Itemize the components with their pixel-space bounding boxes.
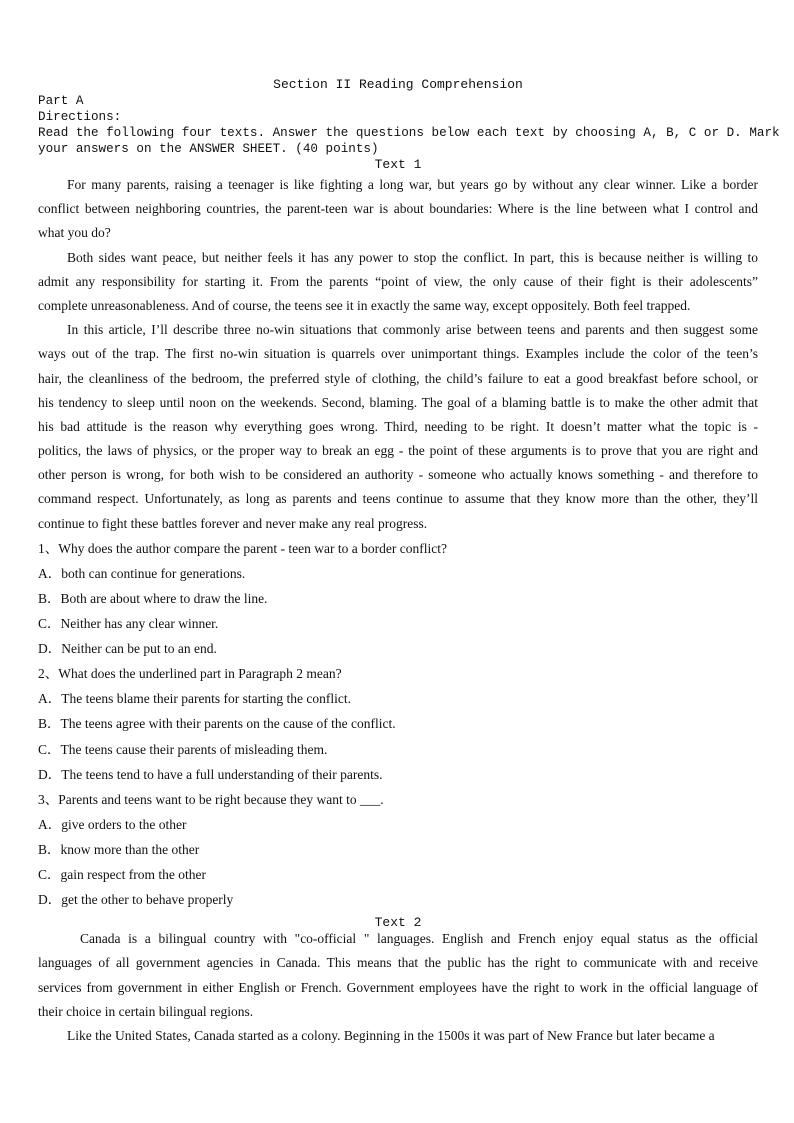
paragraph-line: services from government in either English or French. Government employees have the right to work in the official language of	[38, 979, 758, 995]
paragraph-line: In this article, I’ll describe three no-win situations that commonly arise between teens and parents and then suggest some	[67, 322, 758, 338]
answer-option: D．The teens tend to have a full understanding of their parents.	[38, 766, 383, 782]
answer-option: C．Neither has any clear winner.	[38, 616, 219, 632]
paragraph-line: Like the United States, Canada started as a colony. Beginning in the 1500s it was part of New France but later became a	[67, 1027, 715, 1043]
paragraph-line: other person is wrong, for both wish to be considered an authority - someone who actually knows something - and therefore to	[38, 467, 758, 483]
answer-option: B．The teens agree with their parents on the cause of the conflict.	[38, 716, 396, 732]
directions-label: Directions:	[38, 109, 122, 124]
section-title: Section II Reading Comprehension	[273, 77, 523, 92]
answer-option: D．get the other to behave properly	[38, 892, 234, 908]
directions-line: Read the following four texts. Answer the questions below each text by choosing A, B, C or D. Mark	[38, 125, 780, 140]
answer-option: B．Both are about where to draw the line.	[38, 591, 268, 606]
text1-questions	[38, 536, 758, 912]
paragraph-line: ways out of the trap. The first no-win situation is quarrels over unimportant things. Examples include the color of the teen’s	[38, 346, 758, 362]
text2-title: Text 2	[374, 915, 422, 931]
paragraph-line: admit any responsibility for starting it. From the parents “point of view, the only cause of their fight is their adolescents”	[38, 273, 758, 289]
paragraph-line: Canada is a bilingual country with "co-official " languages. English and French enjoy equal status as the official	[80, 931, 758, 947]
text1-title: Text 1	[374, 157, 422, 172]
answer-option: A．The teens blame their parents for starting the conflict.	[38, 691, 352, 707]
paragraph-line: hair, the cleanliness of the bedroom, the preferred style of clothing, the child’s failure to eat a good breakfast before school, or	[38, 370, 758, 386]
answer-option: B．know more than the other	[38, 841, 200, 857]
paragraph-line: his tendency to sleep until noon on the weekends. Second, blaming. The goal of a blaming battle is to make the other admit that	[38, 394, 758, 410]
paragraph-line: For many parents, raising a teenager is like fighting a long war, but years go by without any clear winner. Like a border	[67, 177, 758, 192]
text2-passage	[38, 927, 758, 1048]
text1-passage	[38, 173, 758, 536]
question-stem: 1、Why does the author compare the parent - teen war to a border conflict?	[38, 540, 447, 556]
question-stem: 3、Parents and teens want to be right because they want to ___.	[38, 791, 384, 807]
paragraph-line: command respect. Unfortunately, as long as parents and teens continue to assume that they know more than the other, they’ll	[38, 491, 758, 507]
paragraph-line: continue to fight these battles forever and never make any real progress.	[38, 515, 428, 531]
directions-line: your answers on the ANSWER SHEET. (40 points)	[38, 141, 379, 156]
answer-option: A．both can continue for generations.	[38, 565, 246, 581]
answer-option: C．gain respect from the other	[38, 867, 206, 883]
paragraph-line: politics, the laws of physics, or the proper way to break an egg - the point of these arguments is to prove that you are right and	[38, 443, 758, 459]
question-stem: 2、What does the underlined part in Paragraph 2 mean?	[38, 666, 342, 682]
paragraph-line: what you do?	[38, 225, 111, 241]
part-label: Part A	[38, 93, 84, 108]
paragraph-line: complete unreasonableness. And of course, the teens see it in exactly the same way, except oppositely. Both feel trapped.	[38, 297, 691, 313]
document-page	[38, 77, 780, 1048]
answer-option: A．give orders to the other	[38, 816, 187, 832]
paragraph-line: their choice in certain bilingual regions.	[38, 1003, 254, 1019]
answer-option: C．The teens cause their parents of misleading them.	[38, 741, 328, 757]
answer-option: D．Neither can be put to an end.	[38, 641, 217, 657]
paragraph-line: Both sides want peace, but neither feels it has any power to stop the conflict. In part, this is because neither is willing to	[67, 249, 758, 265]
paragraph-line: his bad attitude is the reason why everything goes wrong. Third, needing to be right. It doesn’t matter what the topic is -	[38, 418, 758, 434]
paragraph-line: languages of all government agencies in Canada. This means that the public has the right to communicate with and receive	[38, 955, 758, 971]
paragraph-line: conflict between neighboring countries, the parent-teen war is about boundaries: Where is the line between what I control and	[38, 201, 758, 217]
